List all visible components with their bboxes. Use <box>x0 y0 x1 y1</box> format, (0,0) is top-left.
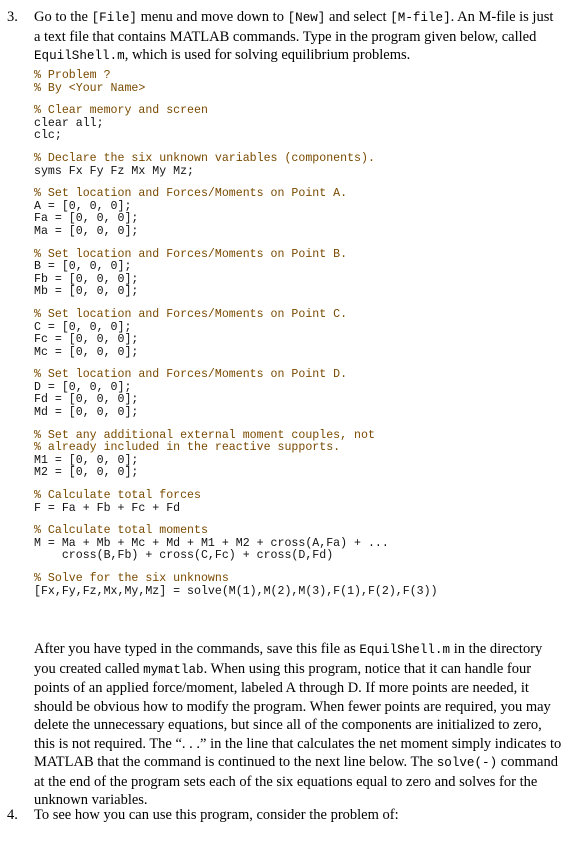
code-block <box>34 153 564 178</box>
code-line: A = [0, 0, 0]; <box>34 199 132 213</box>
step-number: 4. <box>7 807 18 823</box>
code-line: Fa = [0, 0, 0]; <box>34 212 139 226</box>
code-block <box>34 188 564 238</box>
code-listing <box>34 70 564 608</box>
code-line: C = [0, 0, 0]; <box>34 320 132 334</box>
code-line: Md = [0, 0, 0]; <box>34 406 139 420</box>
code-line: [Fx,Fy,Fz,Mx,My,Mz] = solve(M(1),M(2),M(3),F(1),F(2),F(3)) <box>34 584 438 598</box>
code-block <box>34 70 564 95</box>
file-menu-code: [File] <box>91 11 137 25</box>
text-span: , which is used for solving equilibrium problems. <box>124 47 411 63</box>
code-line: % Set location and Forces/Moments on Point C. <box>34 307 348 321</box>
code-block <box>34 573 564 598</box>
code-line: clc; <box>34 129 62 143</box>
after-text <box>34 640 563 810</box>
code-line: Fc = [0, 0, 0]; <box>34 333 139 347</box>
code-line: % Calculate total moments <box>34 524 208 538</box>
filename-code: EquilShell.m <box>359 643 451 657</box>
solve-command-code: solve(-) <box>436 756 498 770</box>
code-line: syms Fx Fy Fz Mx My Mz; <box>34 164 195 178</box>
code-block <box>34 490 564 515</box>
code-line: M2 = [0, 0, 0]; <box>34 466 139 480</box>
code-block <box>34 105 564 143</box>
code-line: clear all; <box>34 116 104 130</box>
code-line: cross(B,Fb) + cross(C,Fc) + cross(D,Fd) <box>34 549 334 563</box>
text-span: After you have typed in the commands, save this file as <box>34 641 356 657</box>
text-span: in the directory you created called <box>34 641 543 677</box>
code-block <box>34 430 564 480</box>
text-span: command at the end of the program sets each of the six equations equal to zero and solves for the unknown variables. <box>34 754 558 808</box>
code-line: M = Ma + Mb + Mc + Md + M1 + M2 + cross(A,Fa) + ... <box>34 536 389 550</box>
code-line: B = [0, 0, 0]; <box>34 260 132 274</box>
code-line: Fd = [0, 0, 0]; <box>34 393 139 407</box>
text-span: . When using this program, notice that it can handle four points of an applied force/moment, labeled A through D. If more points are needed, it should be obvious how to modify the program. When fewer points are required, you may delete the unnecessary equations, but since all of the components are initialized to zero, this is not required. The “. . .” in the line that calculates the net moment simply indicates to MATLAB that the command is continued to the next line below. The <box>34 660 562 770</box>
code-block <box>34 369 564 419</box>
code-block <box>34 249 564 299</box>
code-line: F = Fa + Fb + Fc + Fd <box>34 501 181 515</box>
code-line: % By <Your Name> <box>34 81 146 95</box>
code-line: % Problem ? <box>34 69 111 82</box>
text-span: menu and move down to <box>140 9 284 25</box>
code-line: % Set location and Forces/Moments on Point D. <box>34 368 348 382</box>
code-line: Mb = [0, 0, 0]; <box>34 285 139 299</box>
filename-code: EquilShell.m <box>34 49 125 63</box>
code-line: % Declare the six unknown variables (components). <box>34 151 375 165</box>
code-block <box>34 309 564 359</box>
new-item-code: [New] <box>287 11 326 25</box>
text-span: Go to the <box>34 9 88 25</box>
code-line: Fb = [0, 0, 0]; <box>34 272 139 286</box>
code-line: M1 = [0, 0, 0]; <box>34 453 139 467</box>
code-line: % Calculate total forces <box>34 489 201 503</box>
step-3-text <box>34 8 563 66</box>
code-line: Ma = [0, 0, 0]; <box>34 224 139 238</box>
code-line: Mc = [0, 0, 0]; <box>34 345 139 359</box>
mfile-item-code: [M-file] <box>390 11 451 25</box>
code-line: % already included in the reactive supports. <box>34 441 341 455</box>
code-line: % Set location and Forces/Moments on Point B. <box>34 247 348 261</box>
text-span: . An M-file is just a text file that contains MATLAB commands. Type in the program given below, called <box>34 9 554 45</box>
code-block <box>34 525 564 563</box>
code-line: % Solve for the six unknowns <box>34 572 229 585</box>
dirname-code: mymatlab <box>143 662 204 677</box>
code-line: D = [0, 0, 0]; <box>34 380 132 394</box>
code-line: % Set location and Forces/Moments on Point A. <box>34 187 348 201</box>
code-line: % Clear memory and screen <box>34 104 208 118</box>
step-4-text: To see how you can use this program, consider the problem of: <box>34 807 399 823</box>
step-number: 3. <box>7 9 18 25</box>
text-span: and select <box>329 9 387 25</box>
code-line: % Set any additional external moment couples, not <box>34 428 375 442</box>
